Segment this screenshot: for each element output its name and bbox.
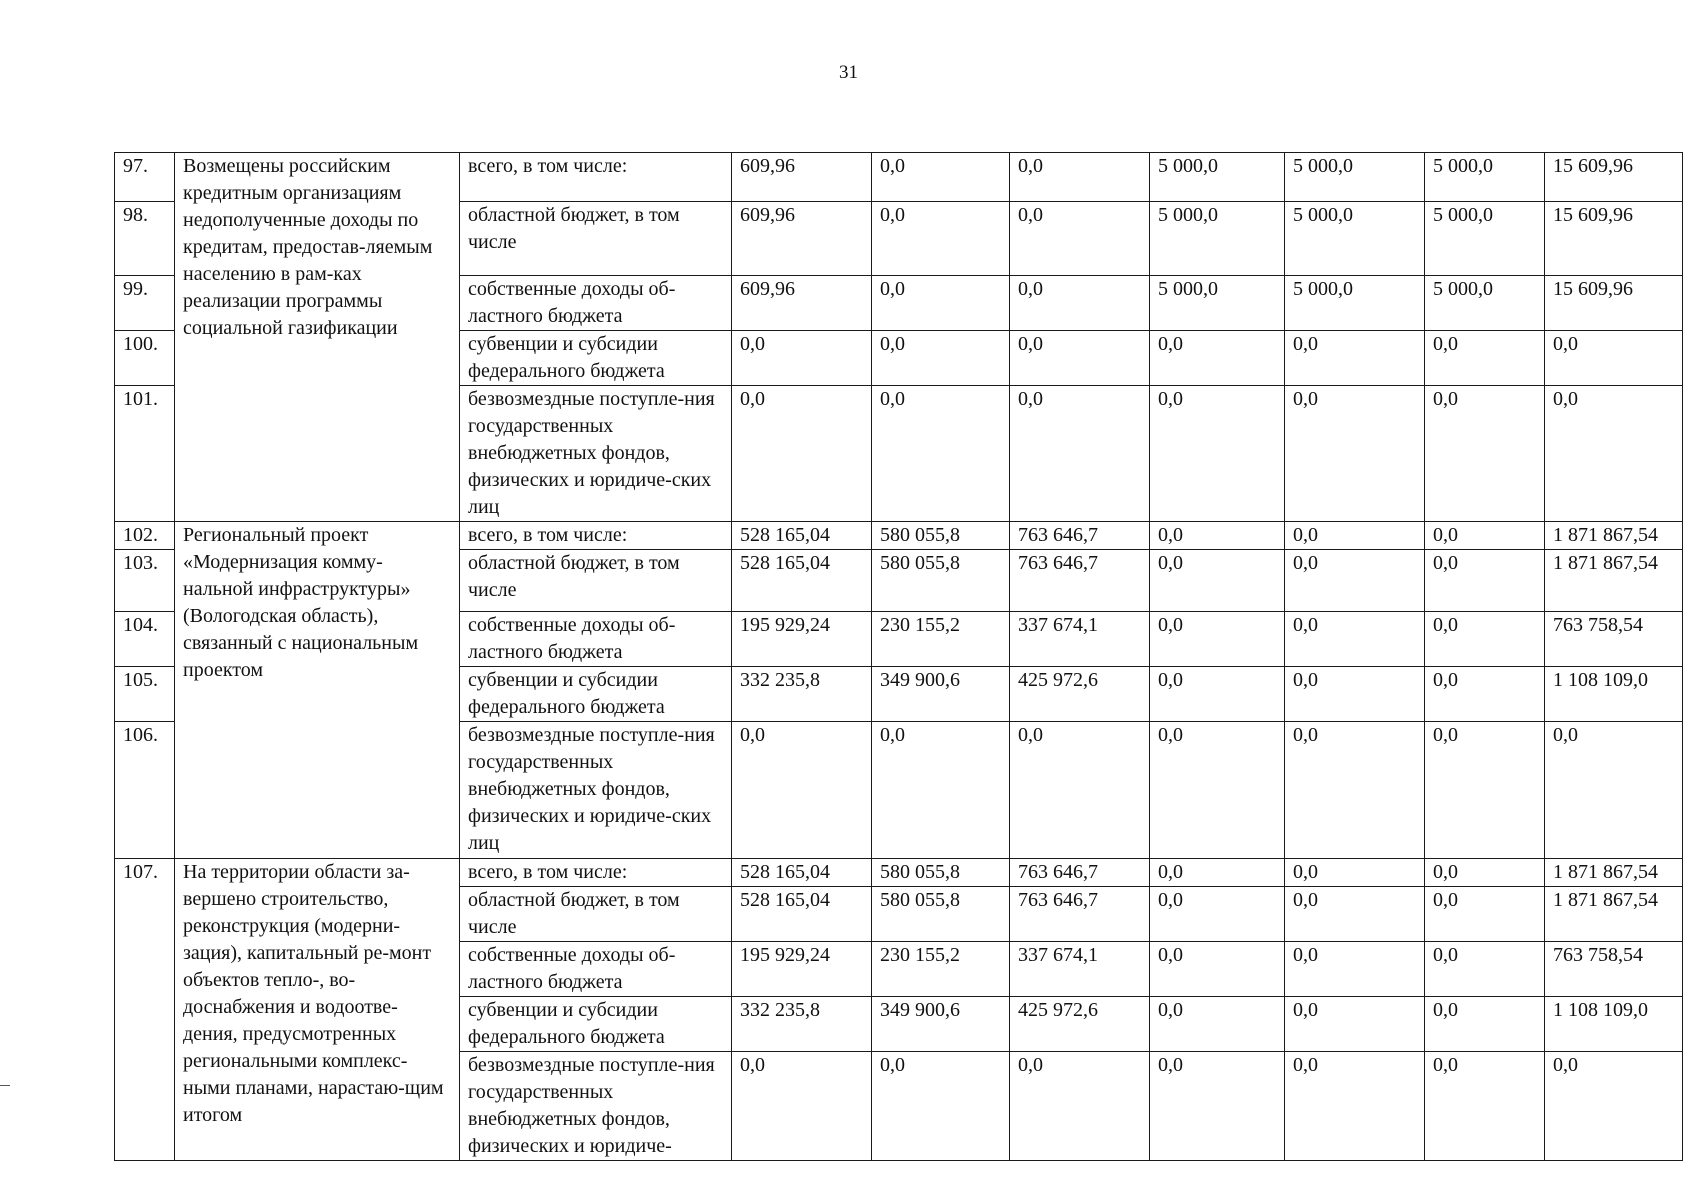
value-cell: 0,0 [1010,331,1150,386]
value-cell: 0,0 [1425,386,1545,522]
value-cell: 0,0 [1150,1052,1285,1161]
funding-source: субвенции и субсидии федерального бюджета [460,667,732,722]
funding-source: собственные доходы об-ластного бюджета [460,276,732,331]
value-cell: 0,0 [1010,153,1150,202]
value-cell: 0,0 [732,331,872,386]
value-cell: 580 055,8 [872,522,1010,550]
row-number: 101. [115,386,175,522]
funding-source: областной бюджет, в том числе [460,202,732,276]
value-cell: 609,96 [732,276,872,331]
value-cell: 0,0 [1150,997,1285,1052]
value-cell: 0,0 [1150,942,1285,997]
value-cell: 0,0 [732,722,872,859]
value-cell: 0,0 [1545,331,1683,386]
value-cell: 0,0 [1425,722,1545,859]
value-cell: 5 000,0 [1425,202,1545,276]
row-number: 100. [115,331,175,386]
value-cell: 0,0 [1285,859,1425,887]
row-number: 104. [115,612,175,667]
value-cell: 0,0 [1010,722,1150,859]
funding-source: собственные доходы об-ластного бюджета [460,612,732,667]
row-number: 98. [115,202,175,276]
value-cell: 0,0 [1285,612,1425,667]
value-cell: 1 871 867,54 [1545,887,1683,942]
value-cell: 0,0 [1150,612,1285,667]
value-cell: 0,0 [1150,722,1285,859]
table-row [115,153,1683,202]
funding-source: безвозмездные поступле-ния государственных внебюджетных фондов, физических и юридиче-ских лиц [460,722,732,859]
value-cell: 0,0 [1545,1052,1683,1161]
value-cell: 0,0 [732,1052,872,1161]
value-cell: 763 758,54 [1545,612,1683,667]
value-cell: 763 646,7 [1010,887,1150,942]
funding-source: всего, в том числе: [460,859,732,887]
value-cell: 0,0 [1425,612,1545,667]
value-cell: 0,0 [872,1052,1010,1161]
value-cell: 0,0 [872,331,1010,386]
value-cell: 332 235,8 [732,667,872,722]
funding-source: всего, в том числе: [460,153,732,202]
table-row [115,522,1683,550]
value-cell: 580 055,8 [872,859,1010,887]
measure-description: Региональный проект «Модернизация комму-нальной инфраструктуры» (Вологодская область), связанный с национальным проектом [175,522,460,859]
value-cell: 195 929,24 [732,612,872,667]
value-cell: 15 609,96 [1545,202,1683,276]
funding-source: субвенции и субсидии федерального бюджета [460,997,732,1052]
value-cell: 5 000,0 [1285,276,1425,331]
value-cell: 0,0 [1010,386,1150,522]
value-cell: 0,0 [1150,522,1285,550]
value-cell: 425 972,6 [1010,667,1150,722]
value-cell: 0,0 [1010,1052,1150,1161]
row-number: 103. [115,550,175,612]
value-cell: 580 055,8 [872,550,1010,612]
value-cell: 609,96 [732,202,872,276]
value-cell: 0,0 [1545,386,1683,522]
value-cell: 0,0 [1010,202,1150,276]
value-cell: 1 108 109,0 [1545,667,1683,722]
value-cell: 0,0 [1425,887,1545,942]
funding-source: всего, в том числе: [460,522,732,550]
funding-source: безвозмездные поступле-ния государственных внебюджетных фондов, физических и юридиче- [460,1052,732,1161]
value-cell: 0,0 [1285,667,1425,722]
row-number: 97. [115,153,175,202]
measure-description: Возмещены российским кредитным организациям недополученные доходы по кредитам, предостав-ляемым населению в рам-ках реализации программы социальной газификации [175,153,460,522]
funding-source: собственные доходы об-ластного бюджета [460,942,732,997]
value-cell: 0,0 [1010,276,1150,331]
value-cell: 0,0 [1285,331,1425,386]
value-cell: 0,0 [1150,386,1285,522]
value-cell: 0,0 [1285,1052,1425,1161]
value-cell: 0,0 [1285,887,1425,942]
value-cell: 763 646,7 [1010,859,1150,887]
value-cell: 337 674,1 [1010,942,1150,997]
value-cell: 0,0 [872,202,1010,276]
value-cell: 0,0 [872,276,1010,331]
funding-source: безвозмездные поступле-ния государственных внебюджетных фондов, физических и юридиче-ских лиц [460,386,732,522]
value-cell: 337 674,1 [1010,612,1150,667]
value-cell: 0,0 [1545,722,1683,859]
value-cell: 580 055,8 [872,887,1010,942]
row-number: 106. [115,722,175,859]
value-cell: 0,0 [872,722,1010,859]
value-cell: 763 646,7 [1010,550,1150,612]
value-cell: 0,0 [732,386,872,522]
funding-source: областной бюджет, в том числе [460,887,732,942]
value-cell: 230 155,2 [872,942,1010,997]
margin-mark [0,1085,10,1086]
value-cell: 0,0 [1285,722,1425,859]
funding-source: субвенции и субсидии федерального бюджета [460,331,732,386]
row-number: 99. [115,276,175,331]
value-cell: 0,0 [1285,386,1425,522]
value-cell: 0,0 [1425,997,1545,1052]
value-cell: 0,0 [1150,667,1285,722]
value-cell: 349 900,6 [872,667,1010,722]
value-cell: 230 155,2 [872,612,1010,667]
value-cell: 349 900,6 [872,997,1010,1052]
page-number: 31 [839,62,858,83]
budget-table [114,152,1683,1161]
value-cell: 425 972,6 [1010,997,1150,1052]
value-cell: 0,0 [872,386,1010,522]
value-cell: 0,0 [872,153,1010,202]
value-cell: 0,0 [1425,859,1545,887]
value-cell: 15 609,96 [1545,153,1683,202]
value-cell: 763 758,54 [1545,942,1683,997]
value-cell: 5 000,0 [1285,153,1425,202]
value-cell: 0,0 [1425,522,1545,550]
value-cell: 195 929,24 [732,942,872,997]
value-cell: 0,0 [1150,887,1285,942]
value-cell: 528 165,04 [732,550,872,612]
value-cell: 528 165,04 [732,887,872,942]
value-cell: 763 646,7 [1010,522,1150,550]
value-cell: 5 000,0 [1150,202,1285,276]
value-cell: 609,96 [732,153,872,202]
value-cell: 5 000,0 [1150,153,1285,202]
value-cell: 0,0 [1425,331,1545,386]
value-cell: 332 235,8 [732,997,872,1052]
row-number: 105. [115,667,175,722]
value-cell: 15 609,96 [1545,276,1683,331]
value-cell: 1 871 867,54 [1545,522,1683,550]
value-cell: 5 000,0 [1425,153,1545,202]
value-cell: 1 871 867,54 [1545,859,1683,887]
value-cell: 1 108 109,0 [1545,997,1683,1052]
value-cell: 0,0 [1425,667,1545,722]
value-cell: 0,0 [1285,550,1425,612]
value-cell: 0,0 [1425,1052,1545,1161]
value-cell: 0,0 [1150,331,1285,386]
value-cell: 0,0 [1425,942,1545,997]
value-cell: 5 000,0 [1425,276,1545,331]
value-cell: 0,0 [1285,997,1425,1052]
value-cell: 0,0 [1425,550,1545,612]
value-cell: 0,0 [1285,942,1425,997]
value-cell: 528 165,04 [732,859,872,887]
row-number: 107. [115,859,175,1161]
table-row [115,859,1683,887]
value-cell: 5 000,0 [1150,276,1285,331]
measure-description: На территории области за-вершено строительство, реконструкция (модерни-зация), капитальный ре-монт объектов тепло-, во-доснабжения и водоотве-дения, предусмотренных региональными комплекс-ными планами, нарастаю-щим итогом [175,859,460,1161]
value-cell: 0,0 [1285,522,1425,550]
value-cell: 0,0 [1150,550,1285,612]
funding-source: областной бюджет, в том числе [460,550,732,612]
value-cell: 528 165,04 [732,522,872,550]
value-cell: 5 000,0 [1285,202,1425,276]
row-number: 102. [115,522,175,550]
value-cell: 0,0 [1150,859,1285,887]
value-cell: 1 871 867,54 [1545,550,1683,612]
